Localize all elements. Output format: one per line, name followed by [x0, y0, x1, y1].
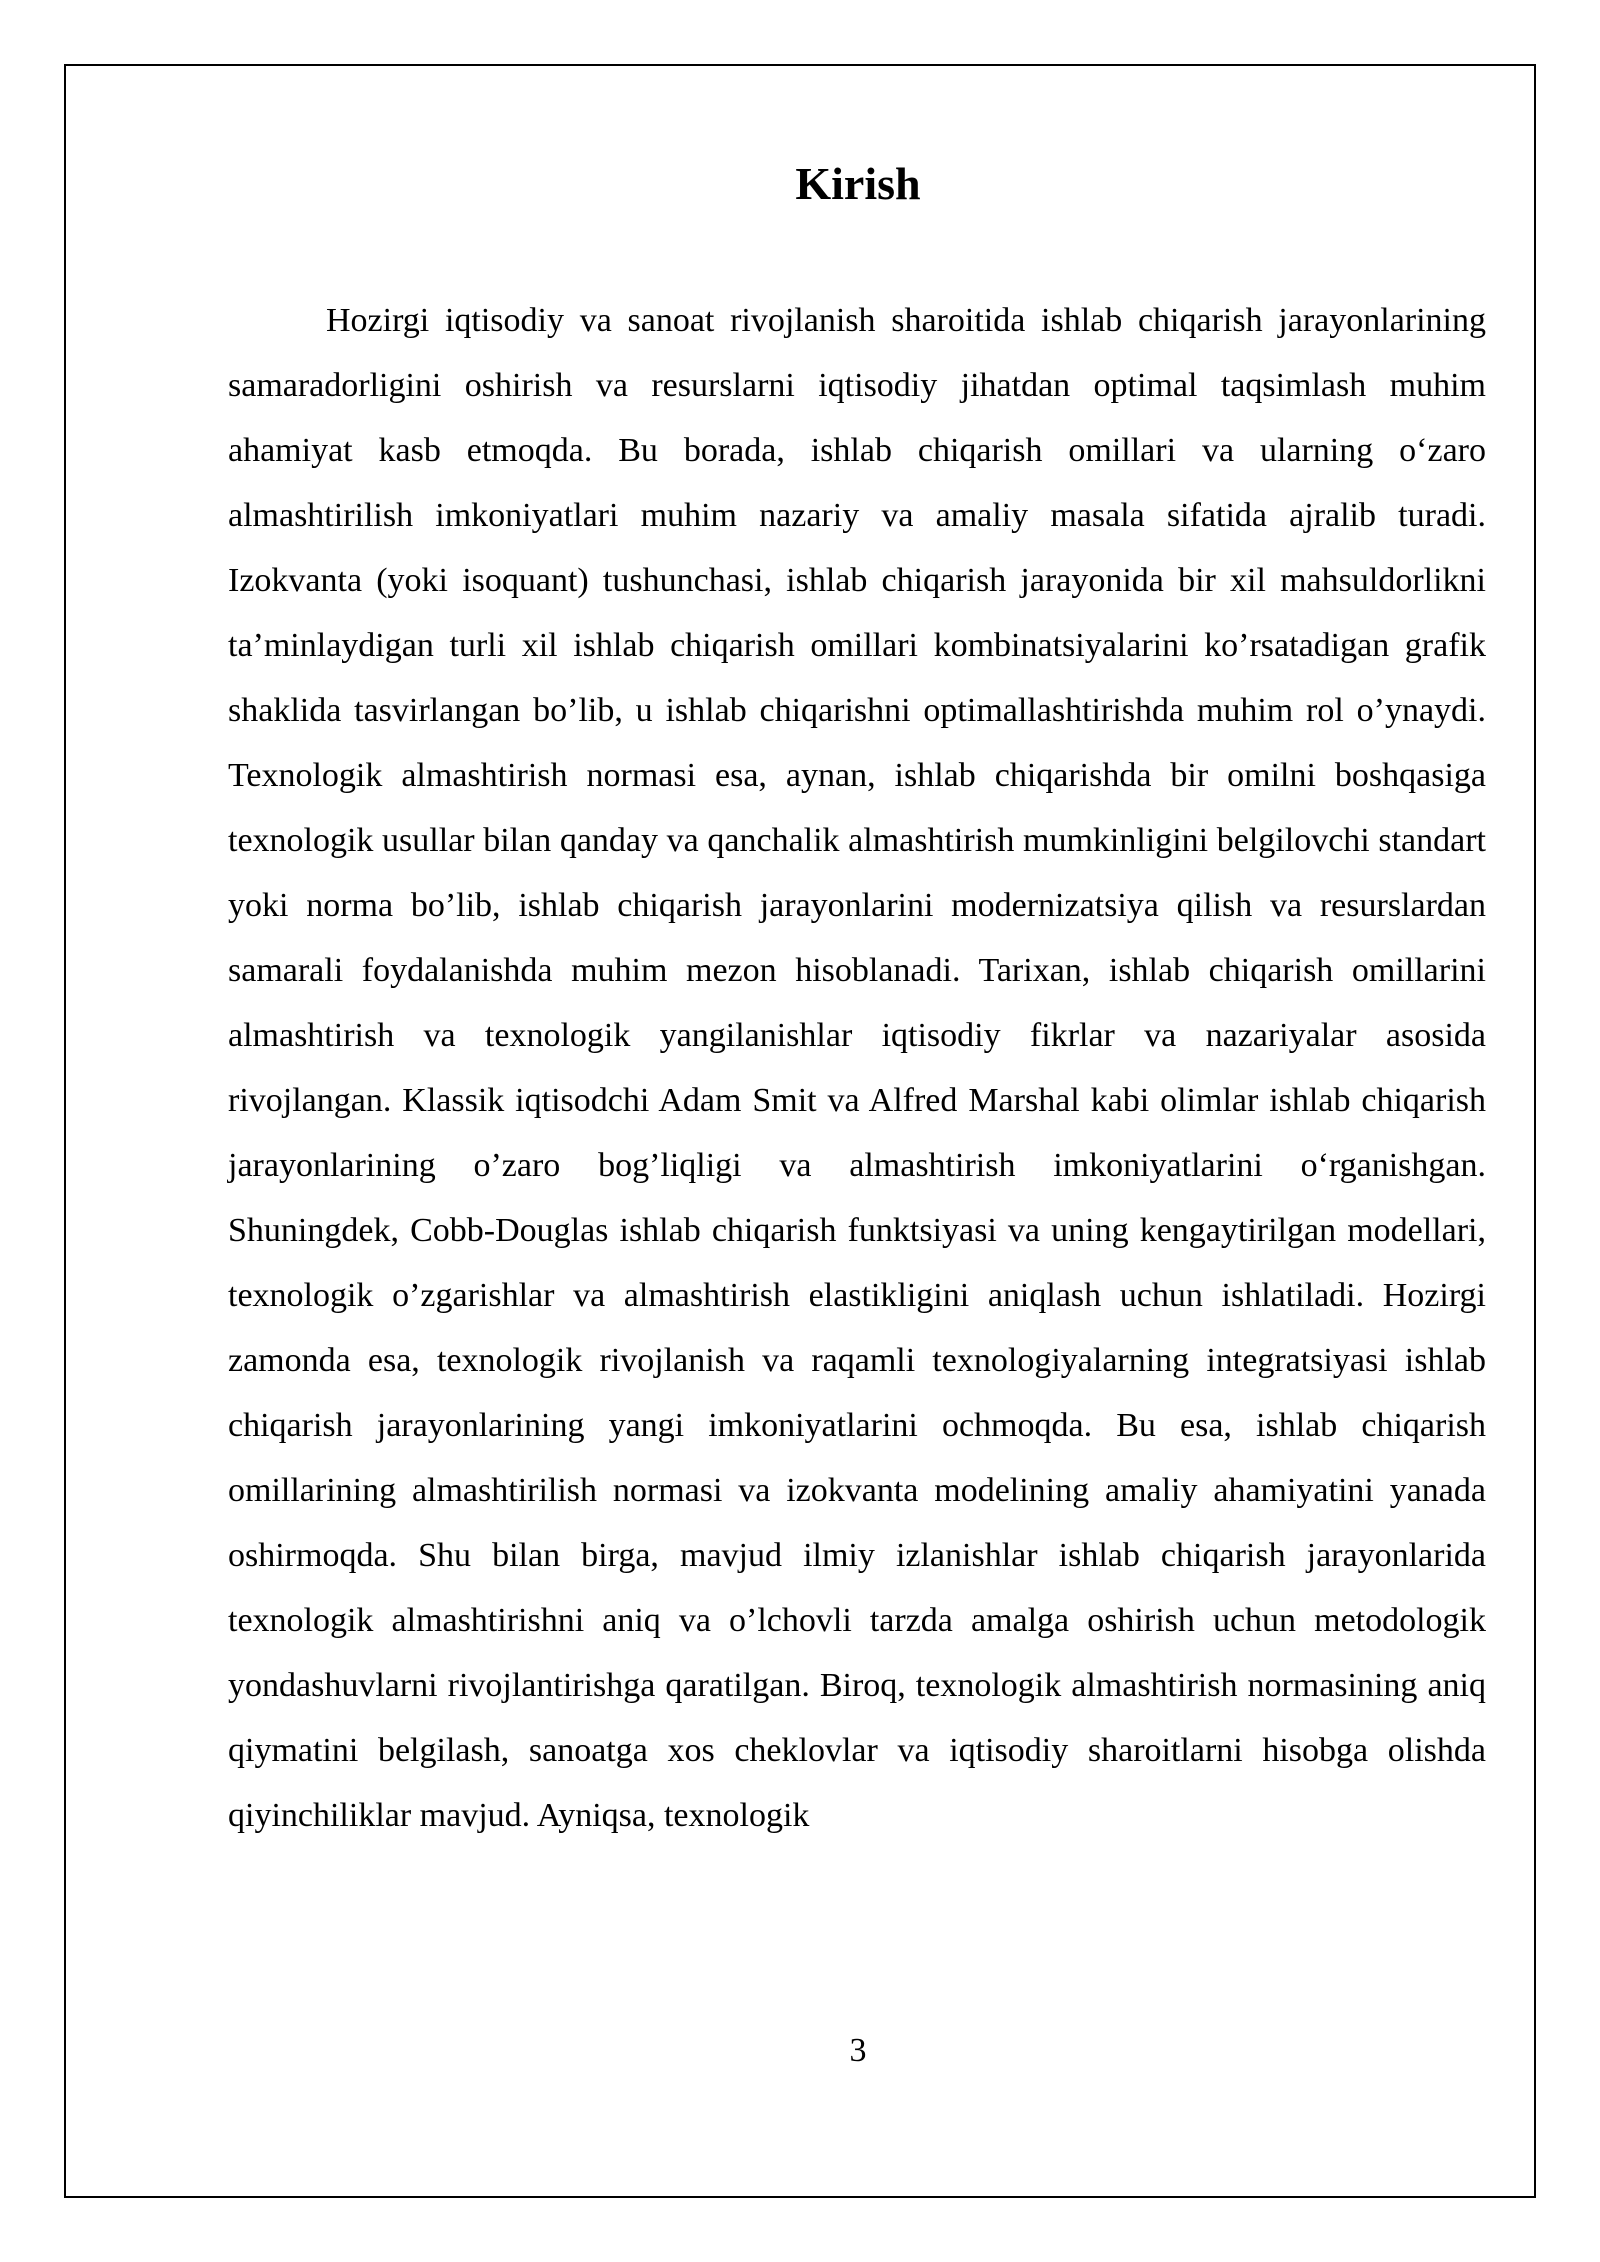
body-paragraph: Hozirgi iqtisodiy va sanoat rivojlanish sharoitida ishlab chiqarish jarayonlarining samaradorligini oshirish va resurslarni iqtisodiy jihatdan optimal taqsimlash muhim ahamiyat kasb etmoqda. Bu borada, ishlab chiqarish omillari va ularning o‘zaro almashtirilish imkoniyatlari muhim nazariy va amaliy masala sifatida ajralib turadi. Izokvanta (yoki isoquant) tushunchasi, ishlab chiqarish jarayonida bir xil mahsuldorlikni ta’minlaydigan turli xil ishlab chiqarish omillari kombinatsiyalarini ko’rsatadigan grafik shaklida tasvirlangan bo’lib, u ishlab chiqarishni optimallashtirishda muhim rol o’ynaydi. Texnologik almashtirish normasi esa, aynan, ishlab chiqarishda bir omilni boshqasiga texnologik usullar bilan qanday va qanchalik almashtirish mumkinligini belgilovchi standart yoki norma bo’lib, ishlab chiqarish jarayonlarini modernizatsiya qilish va resurslardan samarali foydalanishda muhim mezon hisoblanadi. Tarixan, ishlab chiqarish omillarini almashtirish va texnologik yangilanishlar iqtisodiy fikrlar va nazariyalar asosida rivojlangan. Klassik iqtisodchi Adam Smit va Alfred Marshal kabi olimlar ishlab chiqarish jarayonlarining o’zaro bog’liqligi va almashtirish imkoniyatlarini o‘rganishgan. Shuningdek, Cobb-Douglas ishlab chiqarish funktsiyasi va uning kengaytirilgan modellari, texnologik o’zgarishlar va almashtirish elastikligini aniqlash uchun ishlatiladi. Hozirgi zamonda esa, texnologik rivojlanish va raqamli texnologiyalarning integratsiyasi ishlab chiqarish jarayonlarining yangi imkoniyatlarini ochmoqda. Bu esa, ishlab chiqarish omillarining almashtirilish normasi va izokvanta modelining amaliy ahamiyatini yanada oshirmoqda. Shu bilan birga, mavjud ilmiy izlanishlar ishlab chiqarish jarayonlarida texnologik almashtirishni aniq va o’lchovli tarzda amalga oshirish uchun metodologik yondashuvlarni rivojlantirishga qaratilgan. Biroq, texnologik almashtirish normasining aniq qiymatini belgilash, sanoatga xos cheklovlar va iqtisodiy sharoitlarni hisobga olishda qiyinchiliklar mavjud. Ayniqsa, texnologik [228, 302, 1486, 1834]
page-number: 3 [849, 2032, 867, 2069]
page-title: Kirish [795, 158, 921, 209]
